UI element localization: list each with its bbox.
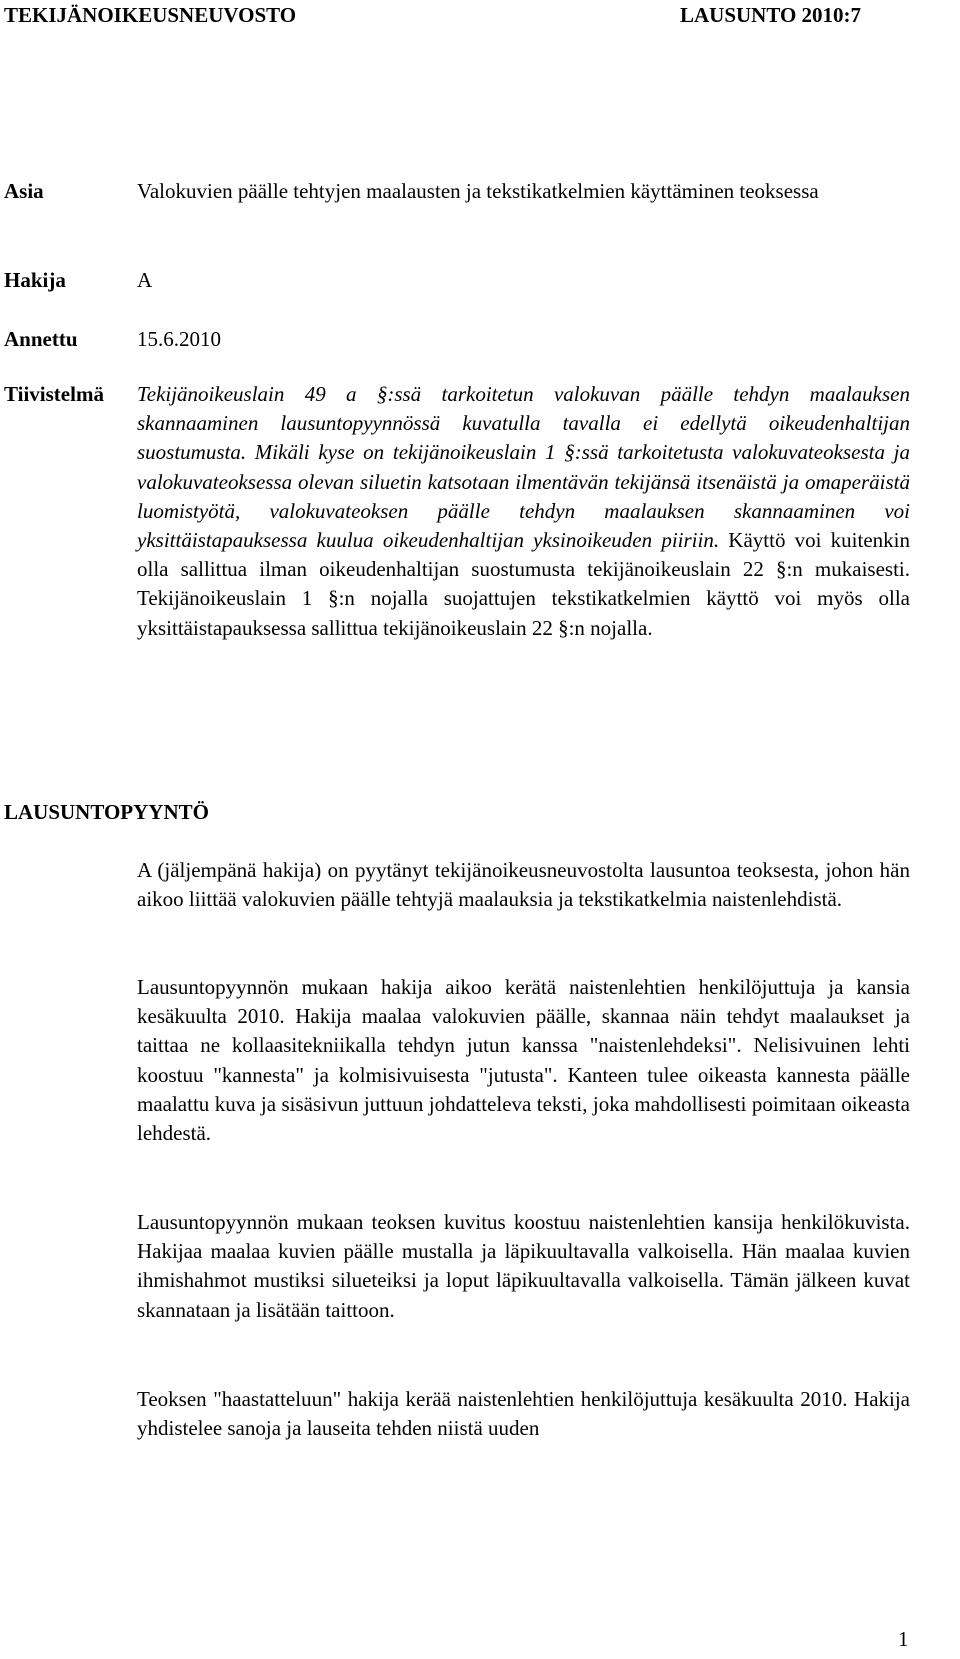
summary-text: [137, 380, 910, 643]
subject-value: Valokuvien päälle tehtyjen maalausten ja tekstikatkelmien käyttäminen teoksessa: [137, 179, 819, 203]
subject-label: Asia: [4, 179, 44, 203]
summary-text-part-1: Tekijänoikeuslain 49 a §:ssä tarkoitetun valokuvan päälle tehdyn maalauksen skannaaminen lausuntopyynnössä kuvatulla tavalla ei edellytä oikeudenhaltijan suostumusta. Mikäli kyse on tekijänoikeuslain 1 §:ssä tarkoitetusta valokuvateoksesta ja valokuvateoksessa olevan siluetin katsotaan ilmentävän tekijänsä itsenäistä ja omaperäistä luomistyötä, valokuvateoksen päälle tehdyn maalauksen skannaaminen voi yksittäistapauksessa kuulua oikeudenhaltijan yksinoikeuden piiriin.: [137, 382, 910, 553]
summary-label: Tiivistelmä: [4, 382, 104, 406]
issued-label: Annettu: [4, 327, 78, 351]
organization-name: TEKIJÄNOIKEUSNEUVOSTO: [4, 3, 297, 27]
section-heading-request: LAUSUNTOPYYNTÖ: [4, 800, 209, 824]
applicant-label: Hakija: [4, 268, 66, 292]
request-paragraph-1: A (jäljempänä hakija) on pyytänyt tekijänoikeusneuvostolta lausuntoa teoksesta, johon hän aikoo liittää valokuvien päälle tehtyjä maalauksia ja tekstikatkelmia naistenlehdistä.: [137, 858, 910, 912]
request-paragraph-4: Teoksen "haastatteluun" hakija kerää naistenlehtien henkilöjuttuja kesäkuulta 2010. Hakija yhdistelee sanoja ja lauseita tehden niistä uuden: [137, 1387, 910, 1441]
statement-number: LAUSUNTO 2010:7: [680, 3, 862, 27]
applicant-value: A: [137, 268, 153, 292]
summary-text-part-2: Käyttö voi kuitenkin olla sallittua ilman oikeudenhaltijan suostumusta tekijänoikeuslain 22 §:n mukaisesti. Tekijänoikeuslain 1 §:n nojalla suojattujen tekstikatkelmien käyttö voi myös olla yksittäistapauksessa sallittua tekijänoikeuslain 22 §:n nojalla.: [137, 528, 910, 640]
issued-date: 15.6.2010: [137, 327, 221, 351]
request-paragraph-3: Lausuntopyynnön mukaan teoksen kuvitus koostuu naistenlehtien kansija henkilökuvista. Hakijaa maalaa kuvien päälle mustalla ja läpikuultavalla valkoisella. Hän maalaa kuvien ihmishahmot mustiksi silueteiksi ja loput läpikuultavalla valkoisella. Tämän jälkeen kuvat skannataan ja lisätään taittoon.: [137, 1210, 910, 1322]
request-paragraph-2: Lausuntopyynnön mukaan hakija aikoo kerätä naistenlehtien henkilöjuttuja ja kansia kesäkuulta 2010. Hakija maalaa valokuvien päälle, skannaa näin tehdyt maalaukset ja taittaa ne kollaasitekniikalla tehdyn jutun kanssa "naistenlehdeksi". Nelisivuinen lehti koostuu "kannesta" ja kolmisivuisesta "jutusta". Kanteen tulee oikeasta kannesta päälle maalattu kuva ja sisäsivun juttuun johdatteleva teksti, joka mahdollisesti poimitaan oikeasta lehdestä.: [137, 975, 910, 1146]
page-number: 1: [898, 1627, 909, 1651]
